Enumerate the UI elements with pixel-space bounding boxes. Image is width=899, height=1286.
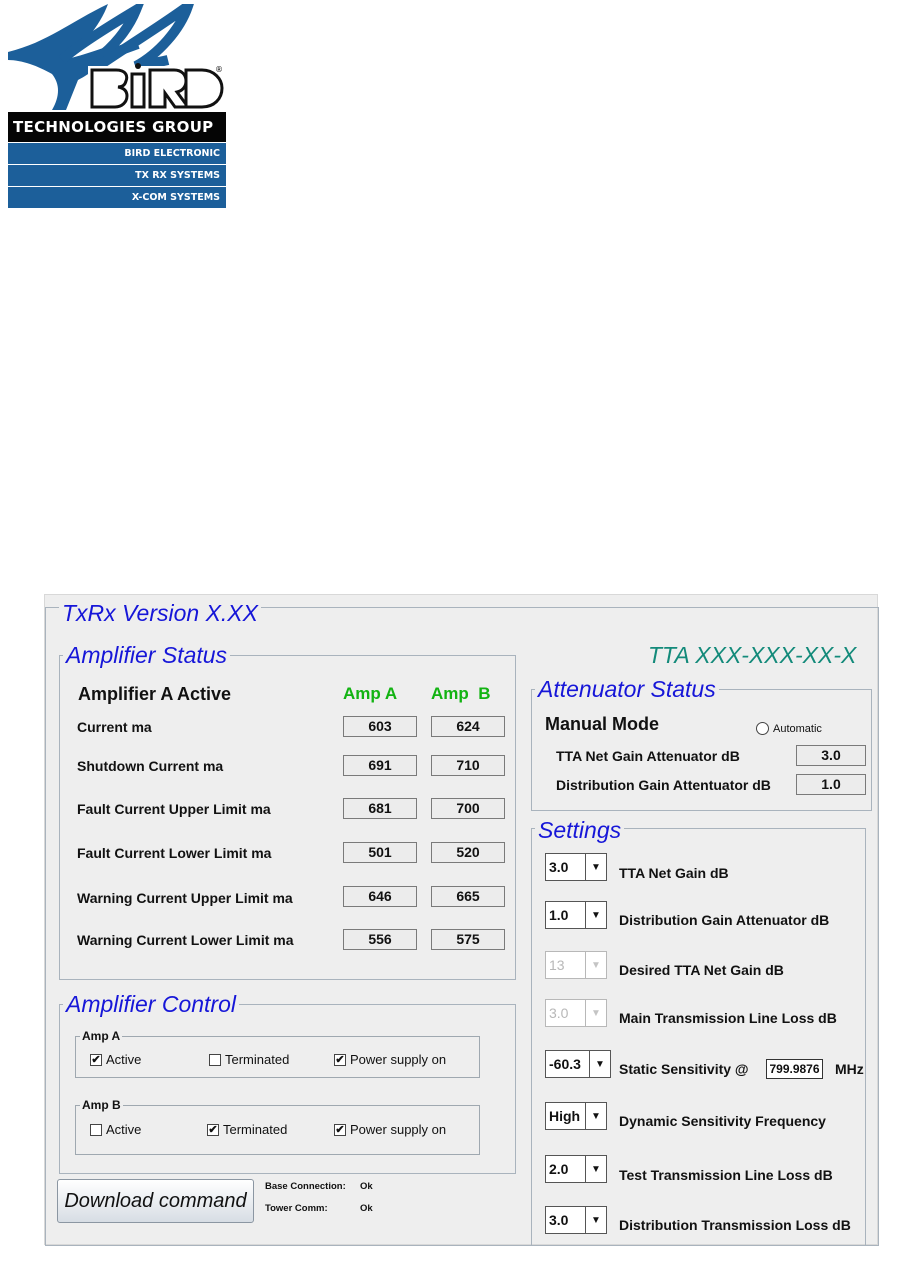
amp-a-value: 691 <box>343 755 417 776</box>
tower-comm-status: Ok <box>360 1203 373 1214</box>
dropdown-arrow-icon: ▼ <box>585 1103 606 1129</box>
amp-a-group-title: Amp A <box>82 1029 121 1043</box>
company-logo <box>8 4 226 206</box>
column-header-amp-a: Amp A <box>343 684 398 703</box>
amp-a-value: 501 <box>343 842 417 863</box>
distribution-transmission-loss-dropdown[interactable] <box>545 1206 607 1234</box>
checkbox-checked-icon: ✔ <box>335 1053 345 1066</box>
test-line-loss-dropdown[interactable] <box>545 1155 607 1183</box>
dropdown-arrow-icon: ▼ <box>589 1051 610 1077</box>
logo-group-band: TECHNOLOGIES GROUP <box>8 112 226 142</box>
row-label: Current ma <box>77 719 152 735</box>
amp-a-terminated-checkbox[interactable] <box>209 1052 289 1067</box>
amp-b-value: 624 <box>431 716 505 737</box>
amp-b-value: 575 <box>431 929 505 950</box>
dropdown-value: 3.0 <box>549 859 569 875</box>
dropdown-value: 1.0 <box>549 907 569 923</box>
distribution-gain-dropdown[interactable] <box>545 901 607 929</box>
column-header-amp-b: Amp B <box>431 684 491 703</box>
attenuator-status-title: Attenuator Status <box>535 676 719 702</box>
row-label: Warning Current Upper Limit ma <box>77 890 293 906</box>
desired-tta-net-gain-dropdown[interactable] <box>545 951 607 979</box>
manual-mode-label: Manual Mode <box>545 714 660 734</box>
tta-net-gain-attenuator-value: 3.0 <box>796 745 866 766</box>
app-title: TxRx Version X.XX <box>59 600 261 626</box>
model-title: TTA XXX-XXX-XX-X <box>648 642 857 668</box>
amp-b-value: 520 <box>431 842 505 863</box>
settings-title: Settings <box>535 817 624 843</box>
amp-a-power-checkbox[interactable] <box>334 1052 446 1067</box>
distribution-transmission-loss-label: Distribution Transmission Loss dB <box>619 1217 851 1233</box>
bird-wings-logo <box>8 4 226 112</box>
row-label: Fault Current Lower Limit ma <box>77 845 272 861</box>
tta-net-gain-label: TTA Net Gain dB <box>619 865 729 881</box>
dropdown-arrow-icon: ▼ <box>585 854 606 880</box>
dropdown-arrow-icon: ▼ <box>585 1207 606 1233</box>
amp-b-value: 710 <box>431 755 505 776</box>
tta-net-gain-dropdown[interactable] <box>545 853 607 881</box>
svg-text:®: ® <box>215 65 223 74</box>
static-sensitivity-label: Static Sensitivity @ <box>619 1061 749 1077</box>
amp-a-active-checkbox[interactable] <box>90 1052 141 1067</box>
frequency-unit-label: MHz <box>835 1061 864 1077</box>
amp-b-terminated-checkbox[interactable] <box>207 1122 287 1137</box>
checkbox-checked-icon: ✔ <box>335 1123 345 1136</box>
dynamic-sensitivity-label: Dynamic Sensitivity Frequency <box>619 1113 826 1129</box>
row-label: Fault Current Upper Limit ma <box>77 801 271 817</box>
distribution-gain-label: Distribution Gain Attenuator dB <box>619 912 830 928</box>
checkbox-label: Terminated <box>225 1052 290 1067</box>
base-connection-label: Base Connection: <box>265 1181 346 1192</box>
dynamic-sensitivity-dropdown[interactable] <box>545 1102 607 1130</box>
row-label: Warning Current Lower Limit ma <box>77 932 294 948</box>
download-command-button[interactable]: Download command <box>57 1179 254 1223</box>
settings-panel <box>531 828 866 1246</box>
dropdown-value: -60.3 <box>549 1056 581 1072</box>
checkbox-label: Active <box>106 1052 142 1067</box>
amp-b-group-title: Amp B <box>82 1098 121 1112</box>
dropdown-value: 13 <box>549 957 565 973</box>
main-line-loss-label: Main Transmission Line Loss dB <box>619 1010 837 1026</box>
logo-division-1: BIRD ELECTRONIC <box>8 142 226 164</box>
distribution-gain-attenuator-label: Distribution Gain Attentuator dB <box>556 777 771 793</box>
checkbox-label: Active <box>106 1122 142 1137</box>
base-connection-status: Ok <box>360 1181 373 1192</box>
txrx-application-window <box>44 594 878 1245</box>
dropdown-value: 3.0 <box>549 1005 569 1021</box>
amplifier-control-title: Amplifier Control <box>63 991 239 1017</box>
dropdown-arrow-icon: ▼ <box>585 952 606 978</box>
amp-b-power-checkbox[interactable] <box>334 1122 446 1137</box>
checkbox-label: Terminated <box>223 1122 288 1137</box>
amplifier-status-title: Amplifier Status <box>63 642 230 668</box>
amp-a-value: 646 <box>343 886 417 907</box>
amplifier-active-label: Amplifier A Active <box>78 684 232 704</box>
automatic-radio[interactable] <box>756 722 822 735</box>
tta-net-gain-attenuator-label: TTA Net Gain Attenuator dB <box>556 748 740 764</box>
dropdown-arrow-icon: ▼ <box>585 1000 606 1026</box>
amp-a-value: 603 <box>343 716 417 737</box>
amp-b-active-checkbox[interactable] <box>90 1122 141 1137</box>
checkbox-unchecked-icon <box>209 1054 221 1066</box>
radio-label: Automatic <box>773 722 822 735</box>
logo-division-2: TX RX SYSTEMS <box>8 164 226 186</box>
test-line-loss-label: Test Transmission Line Loss dB <box>619 1167 833 1183</box>
static-sensitivity-dropdown[interactable] <box>545 1050 611 1078</box>
dropdown-arrow-icon: ▼ <box>585 902 606 928</box>
distribution-gain-attenuator-value: 1.0 <box>796 774 866 795</box>
checkbox-label: Power supply on <box>350 1122 447 1137</box>
amp-b-value: 665 <box>431 886 505 907</box>
tower-comm-label: Tower Comm: <box>265 1203 328 1214</box>
checkbox-unchecked-icon <box>90 1124 102 1136</box>
radio-unselected-icon <box>756 722 769 735</box>
dropdown-value: 3.0 <box>549 1212 569 1228</box>
row-label: Shutdown Current ma <box>77 758 224 774</box>
frequency-input[interactable]: 799.9876 <box>766 1059 823 1079</box>
dropdown-value: 2.0 <box>549 1161 569 1177</box>
logo-division-3: X-COM SYSTEMS <box>8 186 226 208</box>
amp-a-value: 556 <box>343 929 417 950</box>
checkbox-label: Power supply on <box>350 1052 447 1067</box>
amp-a-value: 681 <box>343 798 417 819</box>
amp-b-value: 700 <box>431 798 505 819</box>
checkbox-checked-icon: ✔ <box>208 1123 218 1136</box>
dropdown-arrow-icon: ▼ <box>585 1156 606 1182</box>
desired-tta-net-gain-label: Desired TTA Net Gain dB <box>619 962 784 978</box>
dropdown-value: High <box>549 1108 581 1124</box>
main-line-loss-dropdown[interactable] <box>545 999 607 1027</box>
checkbox-checked-icon: ✔ <box>91 1053 101 1066</box>
